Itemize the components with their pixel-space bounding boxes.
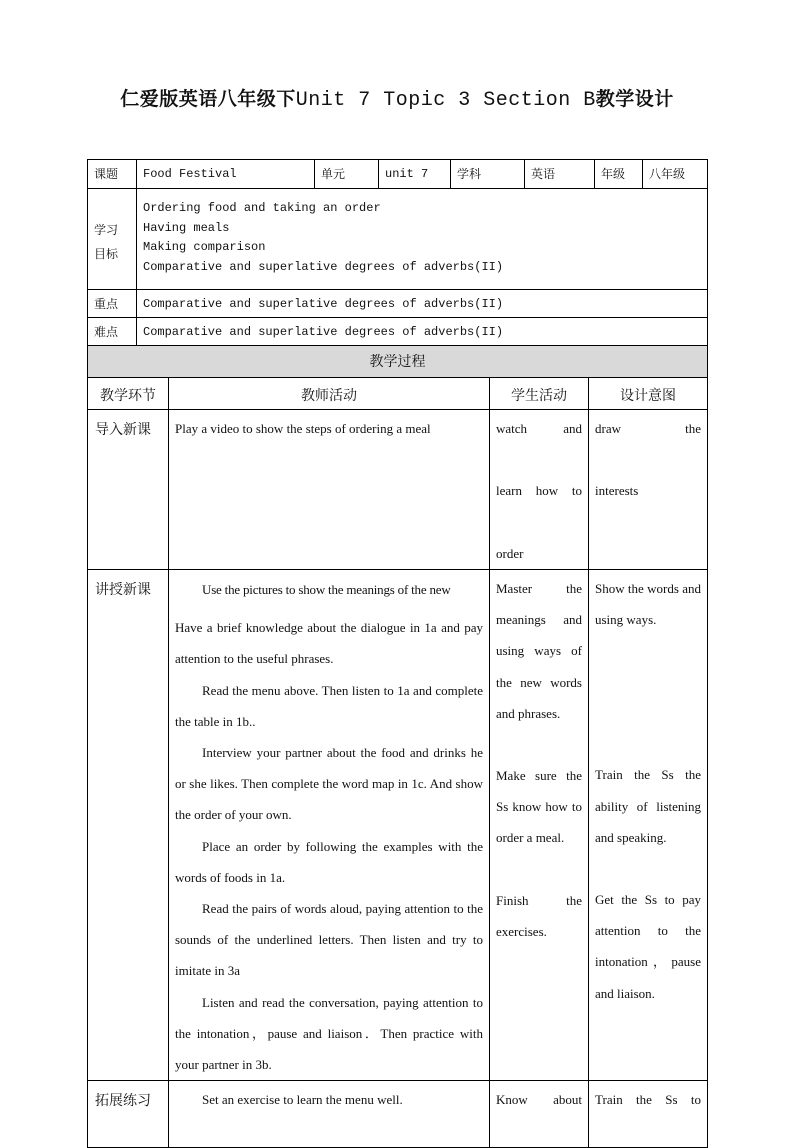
student-cell [490,1081,589,1147]
intent-cell [589,410,708,570]
student-cell [490,570,589,1081]
header-stage: 教学环节 [88,378,169,410]
info-table [87,159,708,346]
key-point-label: 重点 [88,290,137,318]
teacher-cell [169,570,490,1081]
student-activity-line: order [496,545,524,561]
intent-cell [589,1081,708,1147]
teacher-activity: Use the pictures to show the meanings of the new [202,582,451,598]
teacher-cell [169,410,490,570]
unit-value: unit 7 [379,160,451,189]
table-row [88,410,708,570]
title-cn-prefix: 仁爱版英语八年级下 [120,88,296,110]
table-row [88,1081,708,1147]
unit-label: 单元 [315,160,379,189]
subject-label: 学科 [451,160,525,189]
student-activity: Know about [496,1092,582,1108]
intent-cell [589,570,708,1081]
topic-value: Food Festival [137,160,315,189]
teacher-activity: Interview your partner about the food and drinks he or she likes. Then complete the word map in 1c. And show the order of your own. [175,745,483,823]
teacher-activity: Have a brief knowledge about the dialogue in 1a and pay attention to the useful phrases. [175,620,483,667]
grade-label: 年级 [595,160,643,189]
process-title: 教学过程 [88,346,708,378]
table-row [88,570,708,1081]
subject-value: 英语 [525,160,595,189]
teacher-activity: Read the menu above. Then listen to 1a and complete the table in 1b.. [175,682,483,729]
student-activity: Master the meanings and using ways of the new words and phrases. [496,581,582,721]
process-table [87,345,708,1148]
student-activity-line: learn how to [496,483,582,499]
title-cn-suffix: 教学设计 [595,88,674,110]
teacher-cell [169,1081,490,1147]
intent-line: draw the [595,421,701,436]
goals-label [88,189,137,290]
stage-cell: 讲授新课 [88,570,169,1081]
key-point-value: Comparative and superlative degrees of adverbs(II) [137,290,708,318]
title-unit: Unit 7 Topic 3 Section B [295,89,596,112]
goals-label-line-2: 目标 [94,247,119,261]
grade-value: 八年级 [643,160,708,189]
header-intent: 设计意图 [589,378,708,410]
student-activity: Make sure the Ss know how to order a meal. [496,768,582,846]
header-teacher: 教师活动 [169,378,490,410]
document-title [0,84,794,112]
goals-label-line-1: 学习 [94,223,119,237]
goal-item: Comparative and superlative degrees of adverbs(II) [143,259,504,274]
intent-text: Train the Ss to [595,1092,701,1108]
header-student: 学生活动 [490,378,589,410]
intent-text: Show the words and using ways. [595,581,701,628]
student-cell [490,410,589,570]
intent-text: Train the Ss the ability of listening and speaking. [595,767,701,845]
goal-item: Having meals [143,220,230,235]
intent-text: Get the Ss to pay attention to the intonation，pause and liaison. [595,892,701,1001]
difficulty-label: 难点 [88,318,137,346]
stage-cell: 导入新课 [88,410,169,570]
intent-line: interests [595,483,639,499]
student-activity: Finish the exercises. [496,892,582,939]
goal-item: Making comparison [143,240,266,254]
stage-cell: 拓展练习 [88,1081,169,1147]
goals-list [137,189,708,290]
teacher-activity: Listen and read the conversation, paying attention to the intonation，pause and liaison．Then practice with your partner in 3b. [175,994,483,1073]
difficulty-value: Comparative and superlative degrees of adverbs(II) [137,318,708,346]
teacher-activity: Play a video to show the steps of ordering a meal [175,421,431,436]
goal-item: Ordering food and taking an order [143,201,381,215]
teacher-activity: Read the pairs of words aloud, paying attention to the sounds of the underlined letters. Then listen and try to imitate in 3a [175,901,483,979]
topic-label: 课题 [88,160,137,189]
teacher-activity: Set an exercise to learn the menu well. [202,1092,403,1108]
student-activity-line: watch and [496,421,582,436]
teacher-activity: Place an order by following the examples with the words of foods in 1a. [175,838,483,885]
